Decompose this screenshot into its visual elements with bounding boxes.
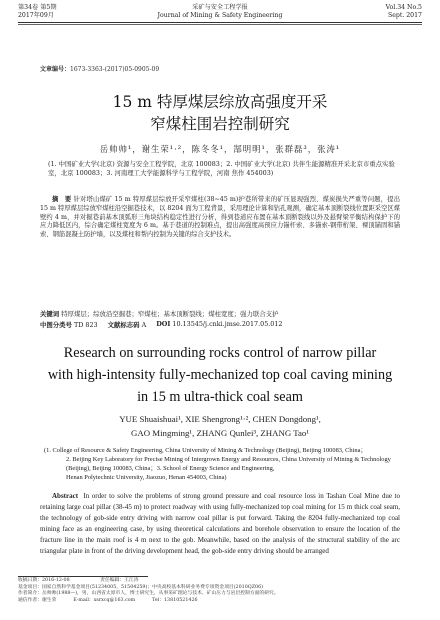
received-label: 收稿日期： [18, 578, 42, 583]
clc [40, 320, 98, 329]
affiliation-en-line4: Henan Polytechnic University, Jiaozuo, Henan 454003, China) [66, 474, 227, 481]
affiliation-en-line3: (Beijing), Beijing 100083, China；3. School of Energy Science and Engineering, [66, 465, 275, 472]
date-cn: 2017年09月 [18, 12, 54, 20]
keywords-cn [40, 310, 400, 319]
bio-value: 岳帅帅(1988—)，男，山西省太原市人，博士研究生，从事采矿理论与技术、矿山压力与岩层控制方面的研究。 [42, 591, 279, 597]
fund-label: 基金项目： [18, 584, 42, 590]
footnote-rule [18, 576, 148, 577]
title-cn-line2: 窄煤柱围岩控制研究 [150, 115, 290, 133]
header-journal [120, 4, 320, 21]
doi [156, 320, 282, 329]
authors-en-line1: YUE Shuaishuai¹, XIE Shengrong¹·², CHEN Dongdong¹, [119, 414, 321, 424]
header-volume-en [386, 4, 422, 21]
affiliation-en-line2: 2. Beijing Key Laboratory for Precise Mining of Intergrown Energy and Resources, China University of Mining & Technology [66, 456, 391, 463]
corresponding-value: 谢生荣 [42, 597, 57, 603]
volume-issue-cn: 第34卷 第5期 [18, 4, 57, 11]
footnote-bio [18, 591, 422, 598]
footnote-received [18, 578, 422, 585]
article-number [40, 64, 159, 73]
doc-code [108, 320, 147, 329]
abstract-en-text: In order to solve the problems of strong ground pressure and coal resource loss in Tashan Coal Mine due to retaining large coal pillar (38-45 m) to protect roadway with using fully-mechanized top coal mining for 15 m thick coal seam, the technology of gob-side entry driving with narrow coal pillar is put forward. Taking the 8204 fully-mechanized top coal mining face as an engineering case, by using theoretical calculations and borehole observation to ensure the location of the fracture line in the main roof is 4 m next to the gob. Meanwhile, based on the analysis of the structural stability of the arc triangular plate in front of the driving development head, the gob-side entry driving should be arranged [40, 492, 400, 555]
email-label: E-mail： [73, 597, 94, 603]
doi-label: DOI [156, 320, 171, 328]
bio-label: 作者简介： [18, 591, 42, 597]
tel-label: Tel： [152, 597, 164, 603]
volume-issue-en: Vol.34 No.5 [385, 4, 422, 11]
article-number-value: 1673-3363-(2017)05-0905-09 [70, 66, 160, 73]
footnote-corresponding [18, 598, 422, 605]
abstract-cn-label: 摘 要 [52, 196, 72, 203]
editor-label: 责任编辑： [100, 578, 125, 583]
clc-value: TD 823 [74, 321, 98, 329]
abstract-en [40, 491, 400, 557]
abstract-cn [40, 196, 400, 240]
header-rule [18, 22, 422, 23]
affiliations-cn: (1. 中国矿业大学(北京) 资源与安全工程学院，北京 100083；2. 中国矿业大学(北京) 共伴生能源精准开采北京市重点实验室，北京 100083；3. 河南理工大学能源科学与工程学院，河南 焦作 454003) [48, 160, 395, 177]
affiliations-en [44, 446, 396, 482]
editor-value: 王江涛 [124, 578, 139, 583]
authors-en-line2: GAO Mingming¹, ZHANG Qunlei³, ZHANG Tao¹ [131, 428, 309, 438]
abstract-cn-text: 针对塔山煤矿 15 m 特厚煤层综放开采窄煤柱(38~45 m)护巷所带来的矿压显现强烈、煤炭损失严重等问题，提出 15 m 特厚煤层综放窄煤柱沿空掘巷技术，以 8204 面为工程背景，采用理论计算和钻孔观测，确定基本顶断裂线位置距采空区煤壁约 4 m，并对掘巷前基本顶弧形三角块结构稳定性进行分析，得到巷道应布置在基本顶断裂线以外及悬臂梁平衡结构保护下的应力降低区内，综合确定煤柱宽度为 6 m。基于巷道的控制难点，提出高强度高预应力锚杆索、多锚索-钢带桁架、裸顶锚固和锚索、钢筋混凝土防护墙，以及煤柱和帮内控制为关键的综合支护技术。 [40, 196, 400, 239]
authors-cn: 岳帅帅¹，谢生荣¹·²，陈冬冬¹，郜明明¹，张群磊³，张涛¹ [99, 144, 341, 154]
title-en-line2: with high-intensity fully-mechanized top coal caving mining [47, 367, 393, 383]
doi-value: 10.13545/j.cnki.jmse.2017.05.012 [172, 320, 283, 328]
title-en-line3: in 15 m ultra-thick coal seam [137, 389, 303, 405]
email-link[interactable]: xsrxcq@163.com [93, 597, 136, 603]
fund-value: 国家自然科学基金项目(51234005，51504259)；中央高校基本科研业务费专项资金项目(2010QZ06) [42, 584, 264, 590]
date-en: Sept. 2017 [387, 12, 422, 20]
doc-code-label: 文献标志码 [107, 321, 140, 329]
header-volume-cn [18, 4, 57, 21]
clc-label: 中图分类号 [40, 321, 72, 329]
affiliation-en-line1: (1. College of Resource & Safety Engineering, China University of Mining & Technology (Beijing), Beijing 100083, China； [44, 447, 367, 454]
received-value: 2016-12-08 [42, 578, 70, 583]
keywords-cn-text: 特厚煤层；综放沿空掘巷；窄煤柱；基本顶断裂线；煤柱宽度；强力联合支护 [61, 310, 279, 318]
article-number-label: 文章编号： [40, 66, 71, 73]
title-en-line1: Research on surrounding rocks control of narrow pillar [63, 345, 377, 361]
tel-value: 13810521426 [164, 597, 198, 603]
journal-name-cn: 采矿与安全工程学报 [192, 4, 248, 11]
abstract-en-label: Abstract [52, 492, 79, 500]
title-cn-line1: 15 m 特厚煤层综放高强度开采 [112, 93, 328, 111]
journal-name-en: Journal of Mining & Safety Engineering [157, 12, 283, 20]
keywords-cn-label: 关键词 [40, 310, 60, 318]
classification-row [40, 320, 283, 329]
header-rule-thin [18, 24, 422, 25]
doc-code-value: A [141, 321, 147, 329]
corresponding-label: 通信作者： [18, 597, 42, 603]
